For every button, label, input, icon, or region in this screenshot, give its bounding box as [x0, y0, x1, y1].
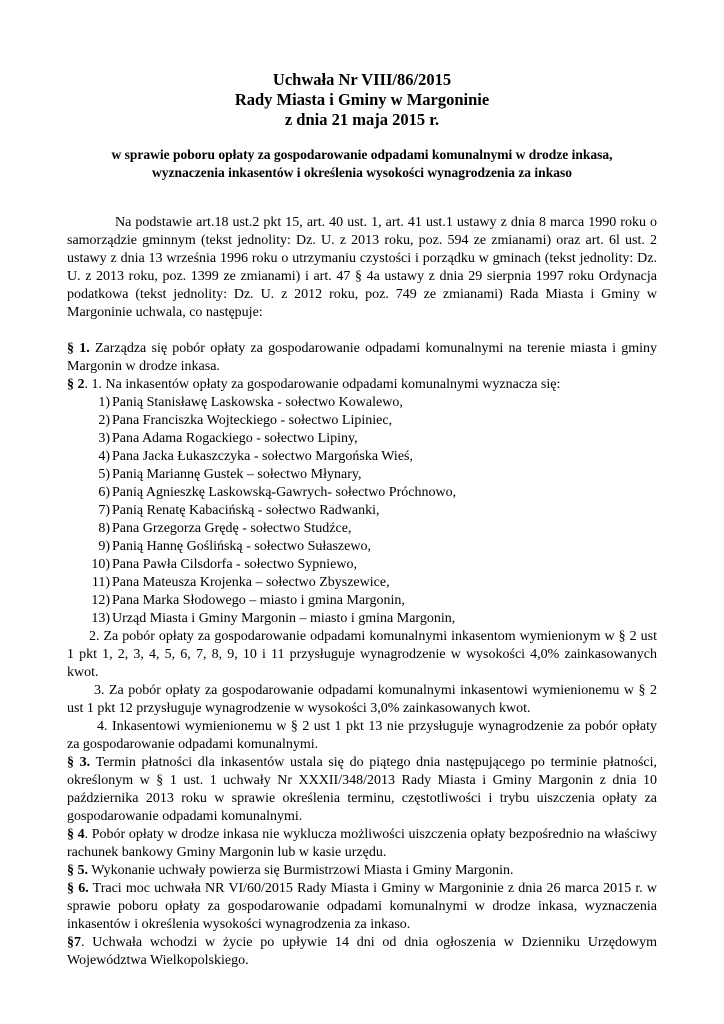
list-item — [67, 556, 657, 574]
section-label: §7 — [67, 935, 81, 950]
title-date: z dnia 21 maja 2015 r. — [284, 110, 440, 129]
list-item — [67, 574, 657, 592]
section-label: § 2 — [67, 377, 85, 392]
document-body — [67, 214, 657, 970]
list-item — [67, 610, 657, 628]
list-item-text: Pana Pawła Cilsdorfa - sołectwo Sypniewo, — [112, 557, 357, 572]
list-item — [67, 448, 657, 466]
list-item-text: Pana Franciszka Wojteckiego - sołectwo Lipiniec, — [112, 413, 393, 428]
list-item-text: Pana Adama Rogackiego - sołectwo Lipiny, — [112, 431, 358, 446]
list-item-text: Panią Mariannę Gustek – sołectwo Młynary, — [112, 467, 362, 482]
list-item — [67, 466, 657, 484]
section-6 — [67, 880, 657, 934]
list-item-number: 10) — [91, 557, 110, 572]
spacer — [67, 322, 657, 340]
section-label: § 4 — [67, 827, 85, 842]
section-text: Wykonanie uchwały powierza się Burmistrzowi Miasta i Gminy Margonin. — [88, 863, 514, 878]
list-item-text: Pana Mateusza Krojenka – sołectwo Zbyszewice, — [112, 575, 390, 590]
list-item-number: 11) — [91, 575, 110, 590]
section-5 — [67, 862, 657, 880]
list-item-number: 6) — [98, 485, 110, 500]
list-item-text: Urząd Miasta i Gminy Margonin – miasto i gmina Margonin, — [112, 611, 456, 626]
title-resolution-number: Uchwała Nr VIII/86/2015 — [272, 70, 452, 89]
list-item-number: 3) — [98, 431, 110, 446]
list-item — [67, 592, 657, 610]
section-1 — [67, 340, 657, 376]
list-item-number: 1) — [98, 395, 110, 410]
section-7 — [67, 934, 657, 970]
section-label: § 5. — [67, 863, 88, 878]
section-2-paragraph-2: 2. Za pobór opłaty za gospodarowanie odpadami komunalnymi inkasentom wymienionym w § 2 ust 1 pkt 1, 2, 3, 4, 5, 6, 7, 8, 9, 10 i 11 przysługuje wynagrodzenie w wysokości 4,0% zainkasowanych kwot. — [67, 629, 657, 680]
list-item-number: 2) — [98, 413, 110, 428]
list-item-number: 4) — [98, 449, 110, 464]
list-item-number: 9) — [98, 539, 110, 554]
section-label: § 3. — [67, 755, 91, 770]
list-item — [67, 502, 657, 520]
list-item — [67, 412, 657, 430]
section-text: . Uchwała wchodzi w życie po upływie 14 dni od dnia ogłoszenia w Dzienniku Urzędowym Województwa Wielkopolskiego. — [67, 935, 657, 968]
list-item-number: 8) — [98, 521, 110, 536]
list-item — [67, 394, 657, 412]
section-text: . Pobór opłaty w drodze inkasa nie wyklucza możliwości uiszczenia opłaty bezpośrednio na właściwy rachunek bankowy Gminy Margonin lub w kasie urzędu. — [67, 827, 658, 860]
section-label: § 6. — [67, 881, 89, 896]
section-2-intro — [67, 376, 657, 394]
list-item — [67, 538, 657, 556]
section-4 — [67, 826, 657, 862]
list-item-text: Panią Agnieszkę Laskowską-Gawrych- sołectwo Próchnowo, — [112, 485, 457, 500]
list-item-text: Pana Marka Słodowego – miasto i gmina Margonin, — [112, 593, 405, 608]
section-text: Zarządza się pobór opłaty za gospodarowanie odpadami komunalnymi na terenie miasta i gminy Margonin w drodze inkasa. — [67, 341, 658, 374]
list-item-text: Panią Hannę Goślińską - sołectwo Sułaszewo, — [112, 539, 371, 554]
section-3 — [67, 754, 657, 826]
list-item — [67, 430, 657, 448]
subject-line: wyznaczenia inkasentów i określenia wysokości wynagrodzenia za inkaso — [152, 165, 572, 180]
list-item-number: 12) — [91, 593, 110, 608]
list-item-text: Panią Renatę Kabacińską - sołectwo Radwanki, — [112, 503, 380, 518]
section-text: Termin płatności dla inkasentów ustala się do piątego dnia następującego po terminie płatności, określonym w § 1 ust. 1 uchwały Nr XXXII/348/2013 Rady Miasta i Gminy Margonin z dnia 10 października 2013 roku w sprawie określenia terminu, częstotliwości i trybu uiszczenia opłaty za gospodarowanie odpadami komunalnymi. — [67, 755, 657, 824]
list-item — [67, 484, 657, 502]
list-item — [67, 520, 657, 538]
list-item-text: Panią Stanisławę Laskowska - sołectwo Kowalewo, — [112, 395, 403, 410]
list-item-text: Pana Jacka Łukaszczyka - sołectwo Margońska Wieś, — [112, 449, 413, 464]
list-item-number: 7) — [98, 503, 110, 518]
subject-line: w sprawie poboru opłaty za gospodarowanie odpadami komunalnymi w drodze inkasa, — [111, 147, 613, 162]
section-text: Traci moc uchwała NR VI/60/2015 Rady Miasta i Gminy w Margoninie z dnia 26 marca 2015 r. w sprawie poboru opłaty za gospodarowanie odpadami komunalnymi w drodze inkasa, wyznaczenia inkasentów i określenia wysokości wynagrodzenia za inkaso. — [67, 881, 658, 932]
preamble: Na podstawie art.18 ust.2 pkt 15, art. 40 ust. 1, art. 41 ust.1 ustawy z dnia 8 marca 1990 roku o samorządzie gminnym (tekst jednolity: Dz. U. z 2013 roku, poz. 594 ze zmianami) oraz art. 6l ust. 2 ustawy z dnia 13 września 1996 roku o utrzymaniu czystości i porządku w gminach (tekst jednolity: Dz. U. z 2013 roku, poz. 1399 ze zmianami) i art. 47 § 4a ustawy z dnia 29 sierpnia 1997 roku Ordynacja podatkowa (tekst jednolity: Dz. U. z 2012 roku, poz. 749 ze zmianami) Rada Miasta i Gminy w Margoninie uchwala, co następuje: — [67, 215, 657, 320]
section-text: . 1. Na inkasentów opłaty za gospodarowanie odpadami komunalnymi wyznacza się: — [84, 377, 561, 392]
list-item-number: 13) — [91, 611, 110, 626]
collectors-list — [67, 394, 657, 628]
section-2-paragraph-3: 3. Za pobór opłaty za gospodarowanie odpadami komunalnymi inkasentowi wymienionemu w § 2 ust 1 pkt 12 przysługuje wynagrodzenie w wysokości 3,0% zainkasowanych kwot. — [67, 683, 657, 716]
list-item-number: 5) — [98, 467, 110, 482]
subject-heading — [60, 146, 664, 182]
section-2-paragraph-4: 4. Inkasentowi wymienionemu w § 2 ust 1 pkt 13 nie przysługuje wynagrodzenie za pobór opłaty za gospodarowanie odpadami komunalnymi. — [67, 719, 657, 752]
section-label: § 1. — [67, 341, 90, 356]
list-item-text: Pana Grzegorza Grędę - sołectwo Studźce, — [112, 521, 352, 536]
title-council-name: Rady Miasta i Gminy w Margoninie — [234, 90, 490, 109]
